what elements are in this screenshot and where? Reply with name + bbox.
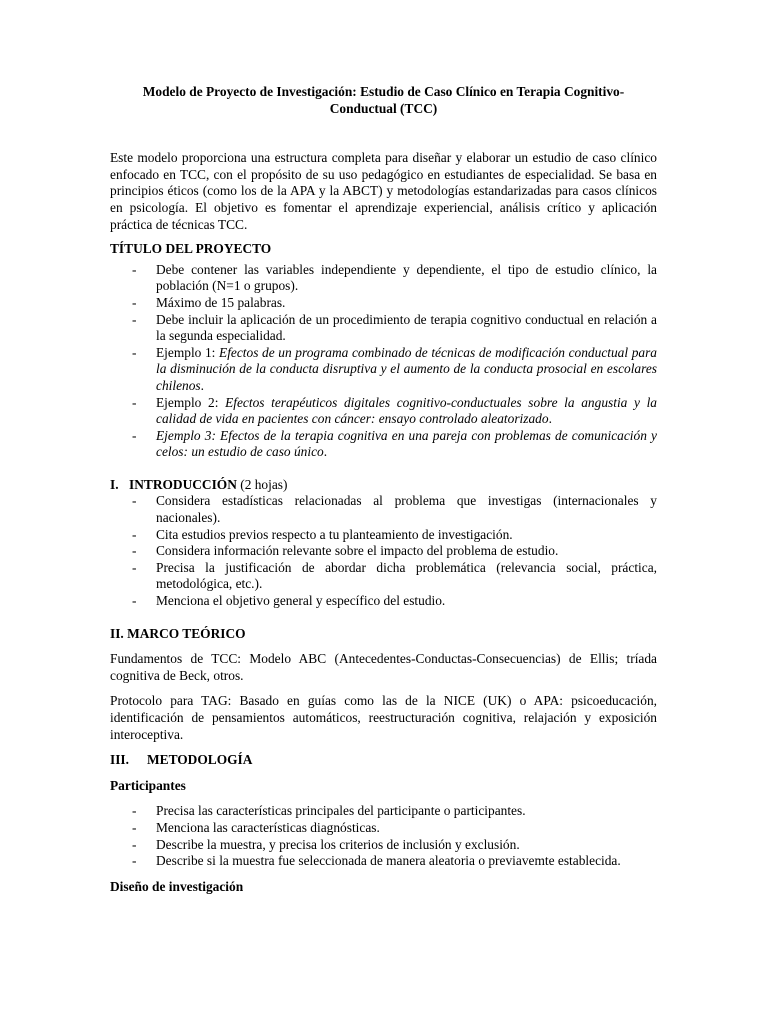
list-item: - Describe la muestra, y precisa los criterios de inclusión y exclusión. <box>132 836 520 852</box>
titulo-list <box>110 262 657 461</box>
metodologia-heading: III. METODOLOGÍA <box>110 752 253 768</box>
list-item: - Debe incluir la aplicación de un procedimiento de terapia cognitivo conductual en relación a la segunda especialidad. <box>132 311 657 344</box>
list-item-example-3: - Ejemplo 3: Efectos de la terapia cognitiva en una pareja con problemas de comunicación y celos: un estudio de caso único. <box>132 427 657 460</box>
list-item: - Menciona el objetivo general y específico del estudio. <box>132 593 446 609</box>
document-title: Modelo de Proyecto de Investigación: Estudio de Caso Clínico en Terapia Cognitivo-Conductual (TCC) <box>142 84 625 116</box>
document-body <box>110 84 657 895</box>
list-item: - Precisa la justificación de abordar dicha problemática (relevancia social, práctica, metodológica, etc.). <box>132 559 657 592</box>
introduccion-heading: I. INTRODUCCIÓN (2 hojas) <box>110 476 288 492</box>
introduccion-list <box>110 493 657 609</box>
list-item: - Describe si la muestra fue seleccionada de manera aleatoria o previavemte establecida. <box>132 853 621 869</box>
list-item: - Considera información relevante sobre el impacto del problema de estudio. <box>132 543 559 559</box>
list-item: - Máximo de 15 palabras. <box>132 294 286 310</box>
list-item: - Precisa las características principales del participante o participantes. <box>132 803 526 819</box>
list-item: - Menciona las características diagnósticas. <box>132 819 380 835</box>
marco-paragraph-2: Protocolo para TAG: Basado en guías como las de la NICE (UK) o APA: psicoeducación, identificación de pensamientos automáticos, reestructuración cognitiva, relajación y exposición interoceptiva. <box>110 693 657 742</box>
list-item: - Cita estudios previos respecto a tu planteamiento de investigación. <box>132 526 513 542</box>
participantes-heading: Participantes <box>110 777 186 793</box>
list-item: - Debe contener las variables independiente y dependiente, el tipo de estudio clínico, la población (N=1 o grupos). <box>132 261 657 294</box>
list-item-example-1: - Ejemplo 1: Efectos de un programa combinado de técnicas de modificación conductual para la disminución de la conducta disruptiva y el aumento de la conducta prosocial en escolares chilenos. <box>132 344 658 393</box>
marco-paragraph-1: Fundamentos de TCC: Modelo ABC (Antecedentes-Conductas-Consecuencias) de Ellis; tríada cognitiva de Beck, otros. <box>110 651 657 683</box>
participantes-list <box>110 803 657 869</box>
diseno-heading: Diseño de investigación <box>110 878 244 894</box>
list-item-example-2: - Ejemplo 2: Efectos terapéuticos digitales cognitivo-conductuales sobre la angustia y la calidad de vida en pacientes con cáncer: ensayo controlado aleatorizado. <box>132 394 657 427</box>
list-item: - Considera estadísticas relacionadas al problema que investigas (internacionales y nacionales). <box>132 493 657 526</box>
intro-paragraph: Este modelo proporciona una estructura completa para diseñar y elaborar un estudio de caso clínico enfocado en TCC, con el propósito de su uso pedagógico en estudiantes de especialidad. Se basa en principios éticos (como los de la APA y la ABCT) y metodologías estandarizadas para casos clínicos en psicología. El objetivo es fomentar el aprendizaje experiencial, análisis crítico y aplicación práctica de técnicas TCC. <box>110 150 657 232</box>
marco-heading: II. MARCO TEÓRICO <box>110 625 246 641</box>
titulo-heading: TÍTULO DEL PROYECTO <box>110 241 272 257</box>
